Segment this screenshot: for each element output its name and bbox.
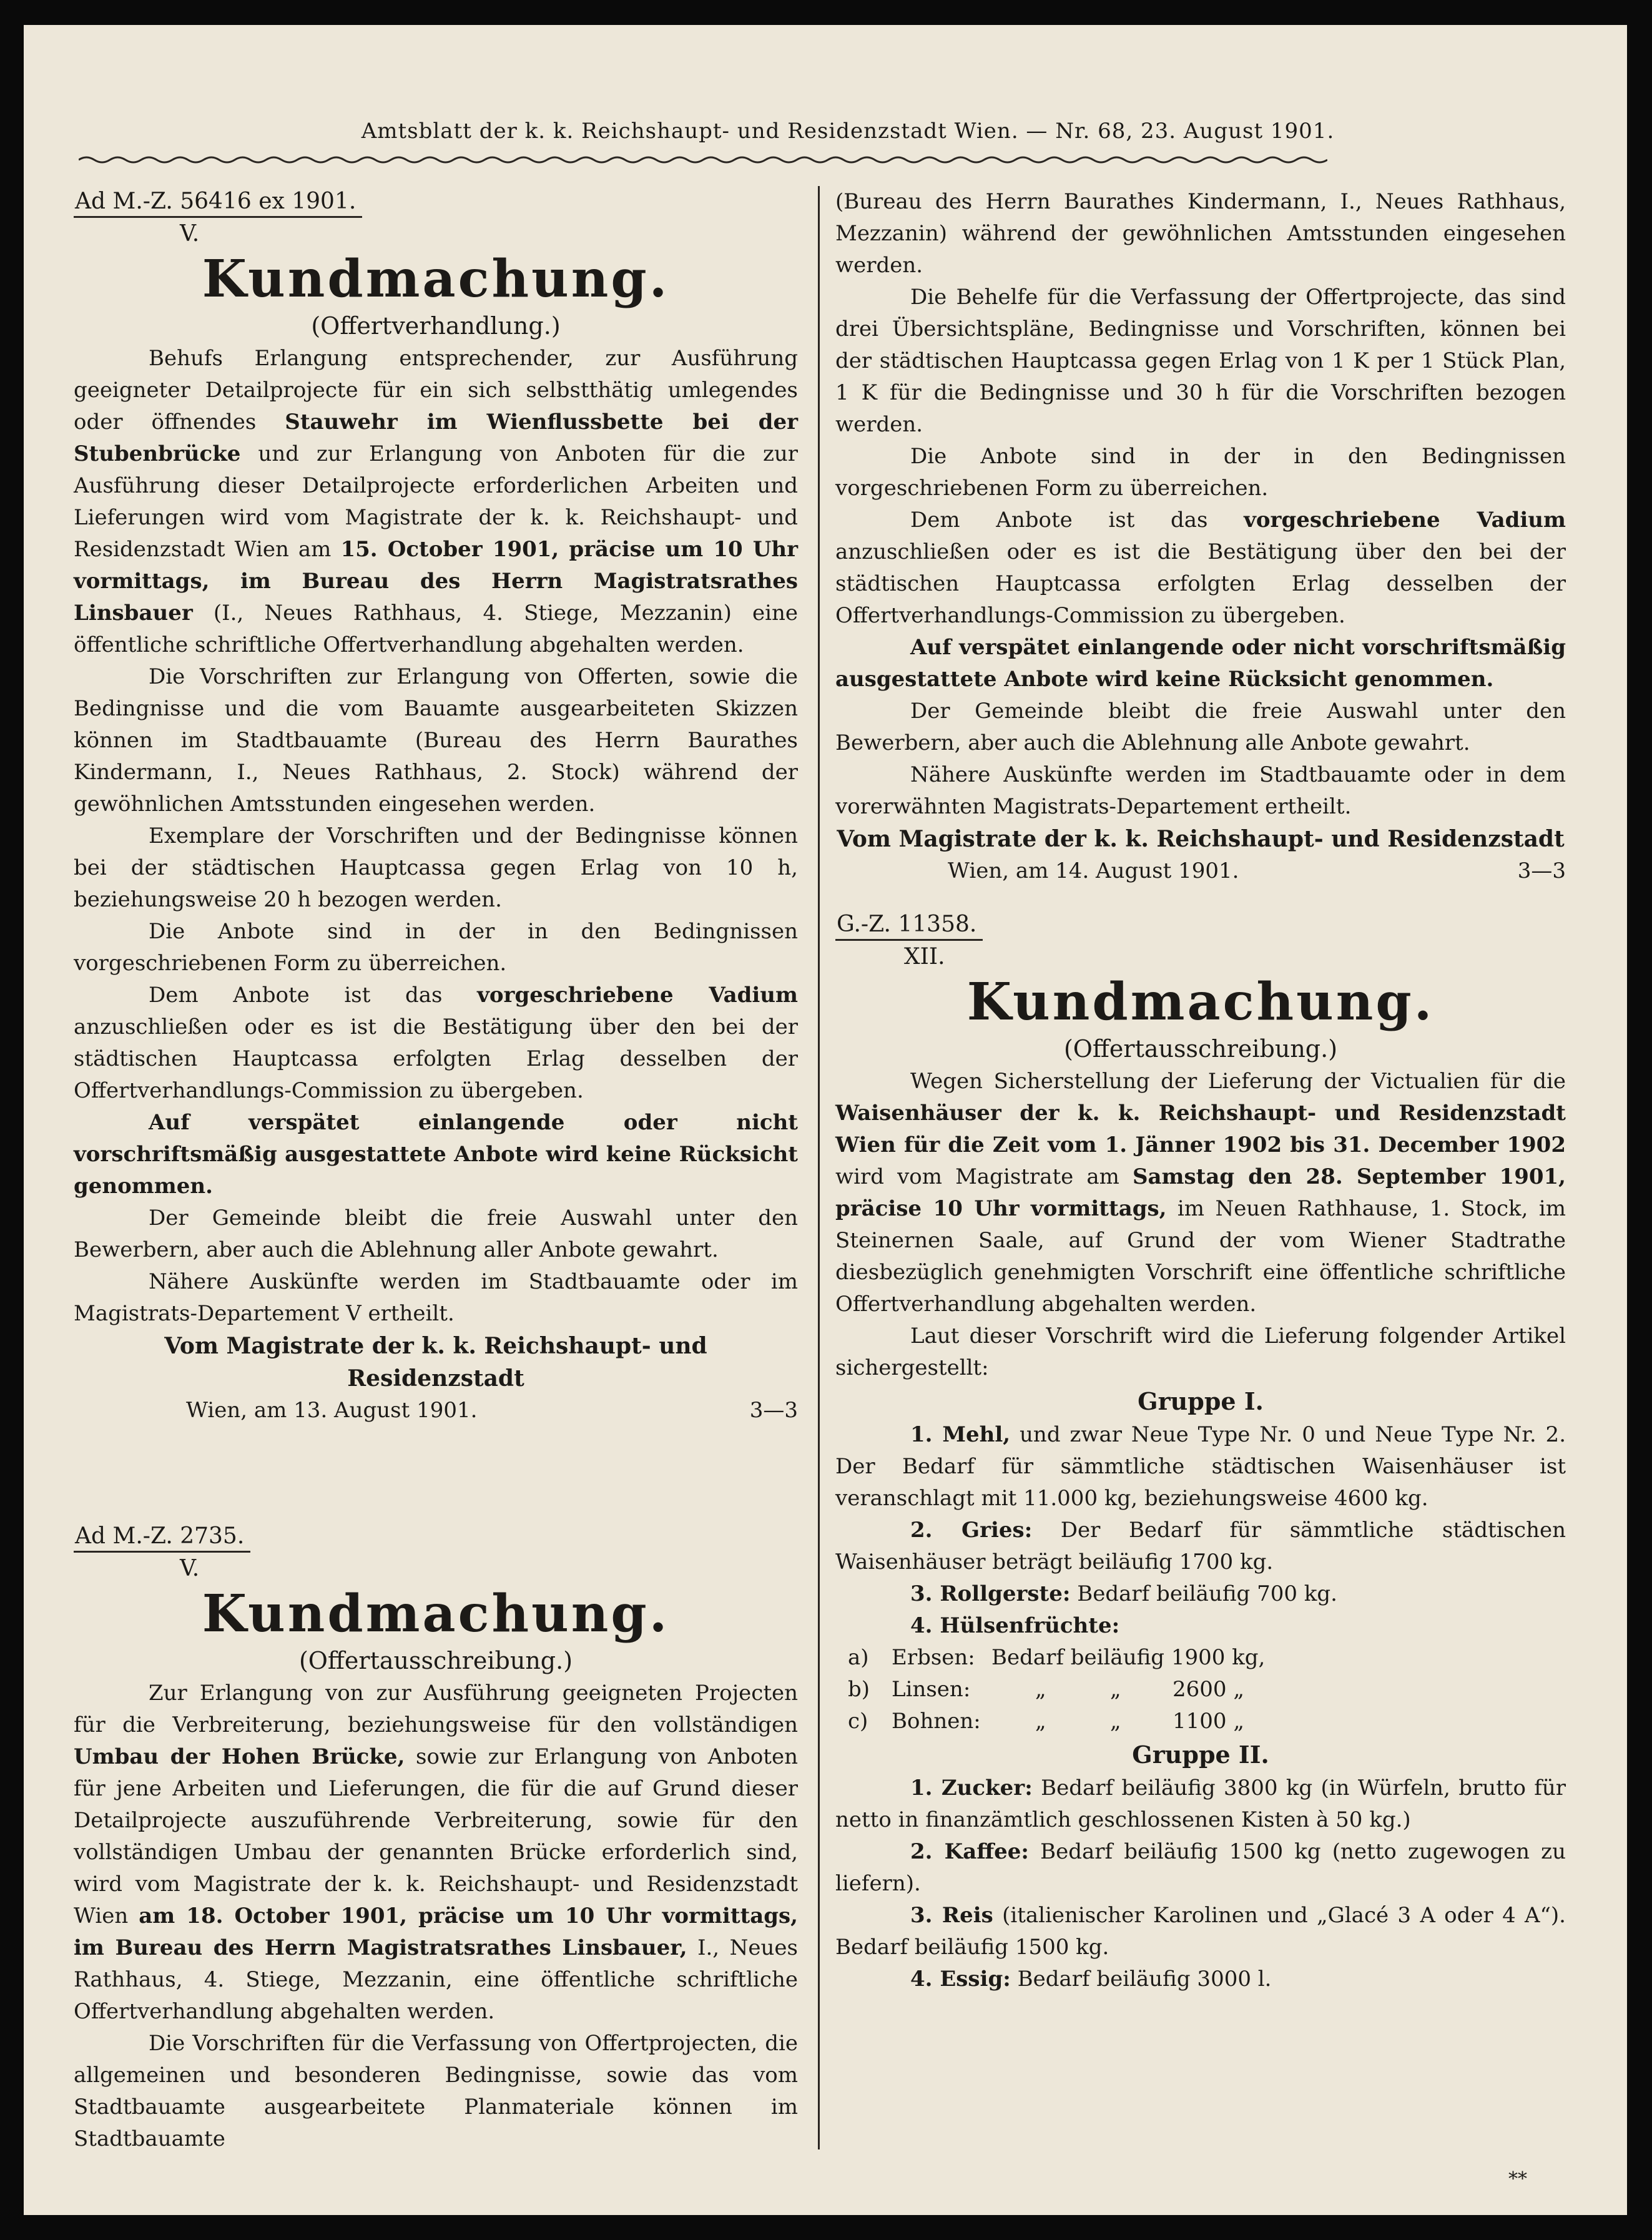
sub-item: a) Erbsen: Bedarf beiläufig 1900 kg,	[848, 1645, 1266, 1670]
notice-subtitle: (Offertausschreibung.)	[298, 1647, 573, 1674]
paragraph: Dem Anbote ist das vorgeschriebene Vadium anzuschließen oder es ist die Bestätigung über den bei der städtischen Hauptcassa erfolgten Erlag desselben der Offertverhandlungs-Commission zu übergeben.	[835, 508, 1566, 628]
running-head: Amtsblatt der k. k. Reichshaupt- und Residenzstadt Wien. — Nr. 68, 23. August 1901.	[361, 119, 1335, 144]
paragraph: Exemplare der Vorschriften und der Bedingnisse können bei der städtischen Hauptcassa gegen Erlag von 10 h, beziehungsweise 20 h bezogen werden.	[74, 823, 798, 912]
date-line	[835, 855, 1566, 888]
group-heading: Gruppe II.	[1132, 1741, 1269, 1769]
notice-waisenhaeuser	[835, 909, 1566, 1995]
left-column	[74, 186, 798, 2155]
place-date: Wien, am 14. August 1901.	[948, 858, 1239, 883]
reference-number: G.-Z. 11358.	[835, 910, 983, 941]
paragraph: Behufs Erlangung entsprechender, zur Ausführung geeigneter Detailprojecte für ein sich selbstthätig umlegendes oder öffnendes Stauwehr im Wienflussbette bei der Stubenbrücke und zur Erlangung von Anboten für die zur Ausführung dieser Detailprojecte erforderlichen Arbeiten und Lieferungen wird vom Magistrate der k. k. Reichshaupt- und Residenzstadt Wien am 15. October 1901, präcise um 10 Uhr vormittags, im Bureau des Herrn Magistratsrathes Linsbauer (I., Neues Rathhaus, 4. Stiege, Mezzanin) eine öffentliche schriftliche Offertverhandlung abgehalten werden.	[74, 346, 799, 657]
right-column	[835, 186, 1566, 1995]
list-item: 4. Hülsenfrüchte:	[910, 1613, 1120, 1638]
paragraph: Zur Erlangung von zur Ausführung geeigneten Projecten für die Verbreiterung, beziehungsweise für den vollständigen Umbau der Hohen Brücke, sowie zur Erlangung von Anboten für jene Arbeiten und Lieferungen, die für die auf Grund dieser Detailprojecte auszuführende Verbreiterung, sowie für den vollständigen Umbau der genannten Brücke erforderlich sind, wird vom Magistrate der k. k. Reichshaupt- und Residenzstadt Wien am 18. October 1901, präcise um 10 Uhr vormittags, im Bureau des Herrn Magistratsrathes Linsbauer, I., Neues Rathhaus, 4. Stiege, Mezzanin, eine öffentliche schriftliche Offertverhandlung abgehalten werden.	[74, 1681, 799, 2024]
paragraph: Die Anbote sind in der in den Bedingnissen vorgeschriebenen Form zu überreichen.	[835, 444, 1566, 501]
notice-stauwehr	[74, 186, 798, 1427]
date-line	[74, 1395, 798, 1427]
paragraph: Nähere Auskünfte werden im Stadtbauamte oder im Magistrats-Departement V ertheilt.	[74, 1269, 798, 1326]
signature: Vom Magistrate der k. k. Reichshaupt- und Residenzstadt	[164, 1333, 707, 1392]
section-number: V.	[180, 221, 200, 247]
list-item: 3. Rollgerste: Bedarf beiläufig 700 kg.	[910, 1581, 1337, 1606]
wavy-header-rule	[79, 154, 1327, 166]
sub-item: b) Linsen: „ „ 2600 „	[848, 1677, 1244, 1702]
paragraph-bold: Auf verspätet einlangende oder nicht vorschriftsmäßig ausgestattete Anbote wird keine Rücksicht genommen.	[74, 1110, 798, 1199]
signature: Vom Magistrate der k. k. Reichshaupt- und Residenzstadt	[837, 826, 1565, 852]
paragraph: Nähere Auskünfte werden im Stadtbauamte oder in dem vorerwähnten Magistrats-Departement ertheilt.	[835, 762, 1566, 819]
list-item: 3. Reis (italienischer Karolinen und „Glacé 3 A oder 4 A“). Bedarf beiläufig 1500 kg.	[835, 1903, 1566, 1960]
list-item: 1. Mehl, und zwar Neue Type Nr. 0 und Neue Type Nr. 2. Der Bedarf für sämmtliche städtischen Waisenhäuser ist veranschlagt mit 11.000 kg, beziehungsweise 4600 kg.	[835, 1422, 1566, 1511]
list-item: 1. Zucker: Bedarf beiläufig 3800 kg (in Würfeln, brutto für netto in finanzämtlich geschlossenen Kisten à 50 kg.)	[835, 1776, 1566, 1832]
insertion-number: 3—3	[1517, 858, 1566, 883]
sub-item: c) Bohnen: „ „ 1100 „	[848, 1709, 1244, 1734]
newspaper-page	[24, 25, 1627, 2215]
paragraph: Die Anbote sind in der in den Bedingnissen vorgeschriebenen Form zu überreichen.	[74, 919, 798, 976]
notice-hohe-bruecke	[74, 1521, 798, 2155]
section-number: V.	[180, 1556, 200, 1581]
paragraph-bold: Auf verspätet einlangende oder nicht vorschriftsmäßig ausgestattete Anbote wird keine Rücksicht genommen.	[835, 635, 1566, 692]
paragraph: Der Gemeinde bleibt die freie Auswahl unter den Bewerbern, aber auch die Ablehnung alle Anbote gewahrt.	[835, 699, 1566, 755]
reference-number: Ad M.-Z. 56416 ex 1901.	[74, 187, 362, 218]
paragraph: Wegen Sicherstellung der Lieferung der Victualien für die Waisenhäuser der k. k. Reichshaupt- und Residenzstadt Wien für die Zeit vom 1. Jänner 1902 bis 31. December 1902 wird vom Magistrate am Samstag den 28. September 1901, präcise 10 Uhr vormittags, im Neuen Rathhause, 1. Stock, im Steinernen Saale, auf Grund der vom Wiener Stadtrathe diesbezüglich genehmigten Vorschrift eine öffentliche schriftliche Offertverhandlung abgehalten werden.	[835, 1069, 1566, 1317]
notice-continuation	[835, 186, 1566, 888]
list-item: 2. Kaffee: Bedarf beiläufig 1500 kg (netto zugewogen zu liefern).	[835, 1839, 1566, 1896]
reference-number: Ad M.-Z. 2735.	[74, 1522, 250, 1553]
paragraph: (Bureau des Herrn Baurathes Kindermann, I., Neues Rathhaus, Mezzanin) während der gewöhnlichen Amtsstunden eingesehen werden.	[835, 189, 1566, 278]
notice-title: Kundmachung.	[966, 972, 1435, 1032]
paragraph: Die Vorschriften zur Erlangung von Offerten, sowie die Bedingnisse und die vom Bauamte ausgearbeiteten Skizzen können im Stadtbauamte (Bureau des Herrn Baurathes Kindermann, I., Neues Rathhaus, 2. Stock) während der gewöhnlichen Amtsstunden eingesehen werden.	[74, 664, 798, 817]
notice-title: Kundmachung.	[202, 1584, 670, 1644]
paragraph: Dem Anbote ist das vorgeschriebene Vadium anzuschließen oder es ist die Bestätigung über den bei der städtischen Hauptcassa erfolgten Erlag desselben der Offertverhandlungs-Commission zu übergeben.	[74, 983, 799, 1103]
group-heading: Gruppe I.	[1138, 1387, 1264, 1415]
section-number: XII.	[904, 944, 945, 970]
insertion-number: 3—3	[749, 1398, 798, 1423]
paragraph: Laut dieser Vorschrift wird die Lieferung folgender Artikel sichergestellt:	[835, 1324, 1566, 1380]
notice-subtitle: (Offertausschreibung.)	[1063, 1035, 1338, 1063]
end-mark: **	[1508, 2168, 1527, 2190]
list-item: 2. Gries: Der Bedarf für sämmtliche städtischen Waisenhäuser beträgt beiläufig 1700 kg.	[835, 1518, 1566, 1574]
paragraph: Der Gemeinde bleibt die freie Auswahl unter den Bewerbern, aber auch die Ablehnung aller Anbote gewahrt.	[74, 1206, 798, 1262]
paragraph: Die Behelfe für die Verfassung der Offertprojecte, das sind drei Übersichtspläne, Bedingnisse und Vorschriften, können bei der städtischen Hauptcassa gegen Erlag von 1 K per 1 Stück Plan, 1 K für die Bedingnisse und 30 h für die Vorschriften bezogen werden.	[835, 285, 1566, 437]
list-item: 4. Essig: Bedarf beiläufig 3000 l.	[910, 1967, 1272, 1992]
place-date: Wien, am 13. August 1901.	[186, 1398, 478, 1423]
notice-subtitle: (Offertverhandlung.)	[311, 312, 561, 340]
paragraph: Die Vorschriften für die Verfassung von Offertprojecten, die allgemeinen und besonderen Bedingnisse, sowie das vom Stadtbauamte ausgearbeitete Planmateriale können im Stadtbauamte	[74, 2031, 798, 2151]
notice-title: Kundmachung.	[202, 249, 670, 309]
column-divider	[818, 186, 820, 2149]
